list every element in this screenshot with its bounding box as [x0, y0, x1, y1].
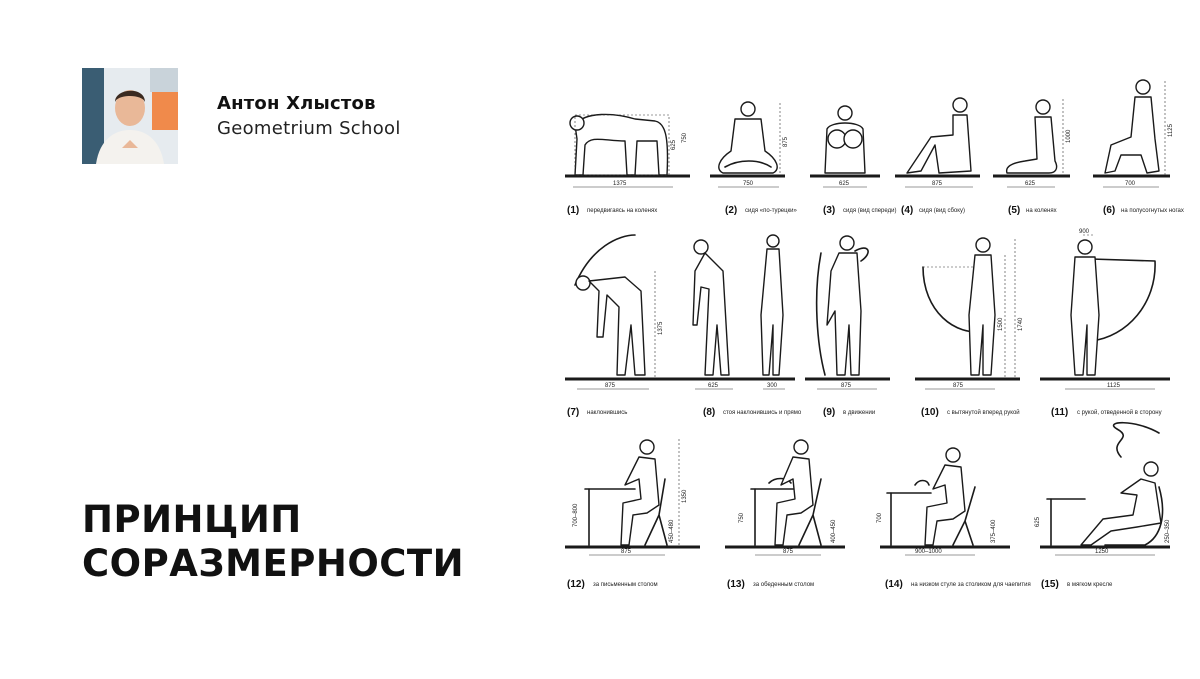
pose-4-number: (4) [901, 205, 914, 216]
pose-10-label: с вытянутой вперед рукой [947, 410, 1020, 416]
pose-4-figure [895, 98, 980, 187]
pose-11-figure [1040, 235, 1170, 389]
pose-5-figure [993, 99, 1070, 187]
pose-9-label: в движении [843, 410, 876, 416]
pose-1-dim-h2: 750 [682, 132, 688, 143]
pose-7-number: (7) [567, 407, 580, 418]
pose-12-dim-desk: 700–800 [573, 503, 579, 527]
pose-5-label: на коленях [1026, 208, 1057, 214]
pose-3-number: (3) [823, 205, 836, 216]
pose-7-dim-width: 875 [605, 383, 616, 389]
pose-15-dim-width: 1250 [1095, 549, 1109, 555]
anthropometric-diagram [555, 75, 1184, 605]
pose-11-dim-top: 900 [1079, 229, 1090, 235]
pose-9-dim-width: 875 [841, 383, 852, 389]
pose-13-label: за обеденным столом [753, 582, 815, 588]
pose-13-figure [725, 440, 845, 555]
pose-10-dim-h2: 1740 [1018, 317, 1024, 331]
pose-13-dim-seat: 400–450 [831, 519, 837, 543]
pose-10-dim-h1: 1500 [998, 317, 1004, 331]
pose-12-number: (12) [567, 579, 585, 590]
pose-15-dim-table: 625 [1035, 516, 1041, 527]
pose-6-dim-width: 700 [1125, 181, 1136, 187]
pose-2-dim-height: 875 [783, 136, 789, 147]
pose-15-number: (15) [1041, 579, 1059, 590]
pose-10-number: (10) [921, 407, 939, 418]
pose-10-dim-width: 875 [953, 383, 964, 389]
pose-13-dim-table: 750 [739, 512, 745, 523]
pose-8-dim-w1: 625 [708, 383, 719, 389]
pose-4-label: сидя (вид сбоку) [919, 208, 965, 214]
title-line-2: СОРАЗМЕРНОСТИ [82, 542, 465, 585]
pose-2-figure [710, 102, 785, 187]
pose-3-label: сидя (вид спереди) [843, 208, 897, 214]
pose-10-figure [915, 238, 1020, 389]
pose-6-label: на полусогнутых ногах [1121, 208, 1184, 214]
pose-9-number: (9) [823, 407, 836, 418]
pose-1-label: передвигаясь на коленях [587, 208, 658, 214]
pose-12-figure [565, 439, 700, 555]
pose-14-label: на низком стуле за столиком для чаепития [911, 582, 1031, 588]
pose-14-dim-table: 700 [877, 512, 883, 523]
pose-1-number: (1) [567, 205, 580, 216]
pose-13-dim-width: 875 [783, 549, 794, 555]
avatar-photo [82, 68, 178, 164]
pose-12-dim-seat: 450–480 [669, 519, 675, 543]
pose-15-figure [1040, 423, 1170, 555]
pose-9-figure [805, 236, 890, 389]
pose-11-label: с рукой, отведенной в сторону [1077, 410, 1162, 416]
pose-7-label: наклонившись [587, 410, 628, 416]
pose-12-dim-width: 875 [621, 549, 632, 555]
author-name: Антон Хлыстов [217, 93, 376, 114]
pose-12-label: за письменным столом [593, 582, 658, 588]
pose-13-number: (13) [727, 579, 745, 590]
pose-7-figure [565, 235, 695, 389]
pose-7-dim-height: 1375 [658, 321, 664, 335]
pose-11-number: (11) [1051, 407, 1069, 418]
pose-14-dim-width: 900–1000 [915, 549, 942, 555]
pose-15-dim-seat: 250–350 [1165, 519, 1171, 543]
pose-5-number: (5) [1008, 205, 1021, 216]
pose-15-label: в мягком кресле [1067, 582, 1113, 588]
pose-8-figure [693, 235, 795, 389]
pose-8-number: (8) [703, 407, 716, 418]
pose-5-dim-width: 625 [1025, 181, 1036, 187]
author-avatar [82, 68, 178, 164]
pose-2-number: (2) [725, 205, 738, 216]
slide-title [82, 498, 464, 586]
pose-5-dim-height: 1000 [1066, 129, 1072, 143]
pose-6-figure [1093, 80, 1170, 187]
pose-1-dim-h1: 625 [671, 139, 677, 150]
author-school: Geometrium School [217, 118, 401, 139]
pose-3-figure [810, 106, 880, 187]
pose-3-dim-width: 625 [839, 181, 850, 187]
title-line-1: ПРИНЦИП [82, 498, 302, 541]
pose-2-dim-width: 750 [743, 181, 754, 187]
pose-6-dim-height: 1125 [1168, 124, 1174, 137]
pose-6-number: (6) [1103, 205, 1116, 216]
pose-11-dim-width: 1125 [1107, 383, 1120, 389]
pose-4-dim-width: 875 [932, 181, 943, 187]
pose-2-label: сидя «по-турецки» [745, 208, 797, 214]
pose-12-dim-height: 1350 [682, 489, 688, 503]
pose-1-dim-width: 1375 [613, 181, 627, 187]
pose-14-number: (14) [885, 579, 903, 590]
pose-8-dim-w2: 300 [767, 383, 778, 389]
pose-8-label: стоя наклонившись и прямо [723, 410, 802, 416]
pose-14-dim-seat: 375–400 [991, 519, 997, 543]
